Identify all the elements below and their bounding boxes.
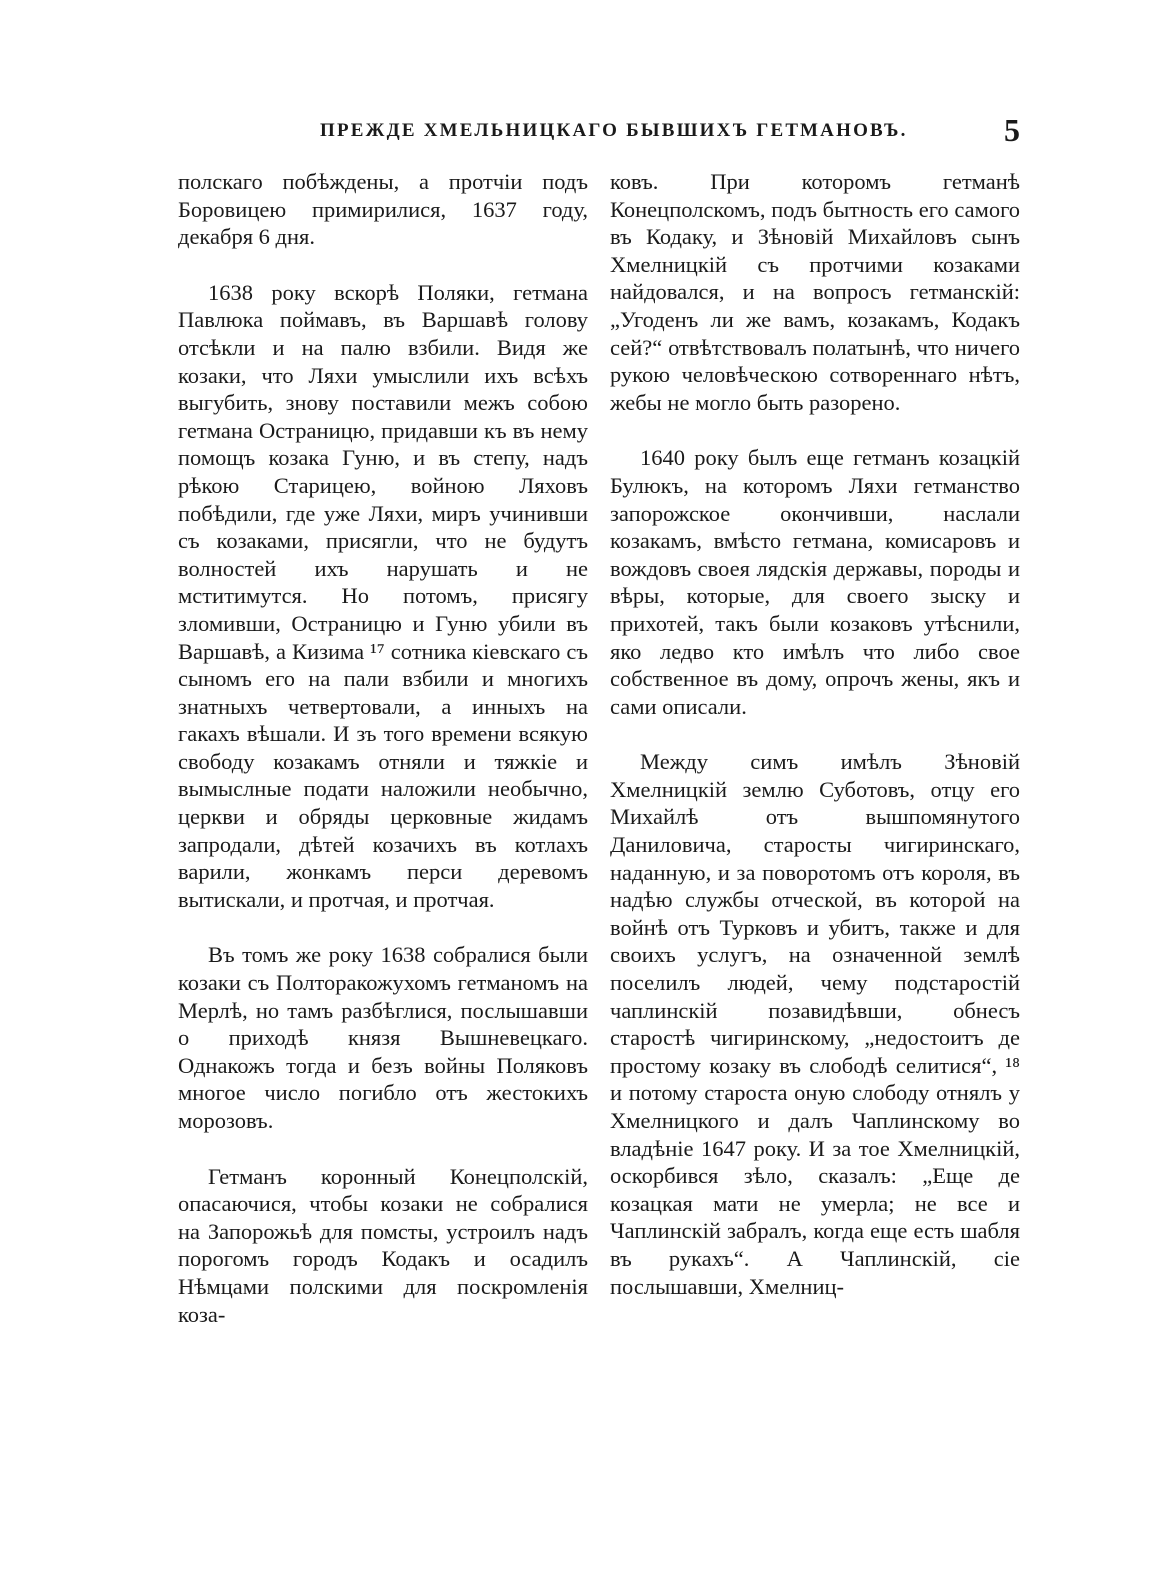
paragraph-right-3: Между симъ имѣлъ Зѣновій Хмелницкій землю Суботовъ, отцу его Михайлѣ отъ вышпомянутого Даниловича, старосты чигиринскаго, наданную, и за поворотомъ отъ короля, въ надѣю службы отческой, въ которой на войнѣ отъ Турковъ и убитъ, также и для своихъ услугъ, на означенной землѣ поселилъ людей, чему подстаростій чаплинскій позавидѣвши, обнесъ старостѣ чигиринскому, „недостоитъ де простому козаку въ слободѣ селитися“, ¹⁸ и потому староста оную слободу отнялъ у Хмелницкого и далъ Чаплинскому во владѣніе 1647 року. И за тое Хмелницкій, оскорбився зѣло, сказалъ: „Еще де козацкая мати не умерла; не все и Чаплинскій забралъ, когда еще есть шабля въ рукахъ“. А Чаплинскій, сіе послышавши, Хмелниц- [610, 749, 1020, 1299]
paragraph-left-4: Гетманъ коронный Конецполскій, опасаючися, чтобы козаки не собралися на Запорожьѣ для помсты, устроилъ надъ порогомъ городъ Кодакъ и осадилъ Нѣмцами полскими для поскромленія коза- [178, 1163, 588, 1327]
right-column [610, 168, 1020, 1498]
page-header [320, 112, 1020, 152]
running-title: ПРЕЖДЕ ХМЕЛЬНИЦКАГО БЫВШИХЪ ГЕТМАНОВЪ. [320, 120, 908, 141]
paragraph-left-1: полскаго побѣждены, а протчіи подъ Боровицею примирилися, 1637 году, декабря 6 дня. [178, 169, 588, 250]
left-column [178, 168, 588, 1498]
paragraph-left-3: Въ томъ же року 1638 собралися были козаки съ Полторакожухомъ гетманомъ на Мерлѣ, но тамъ разбѣглися, послышавши о приходѣ князя Вышневецкаго. Однакожъ тогда и безъ войны Поляковъ многое число погибло отъ жестокихъ морозовъ. [178, 942, 588, 1133]
page-number: 5 [1004, 112, 1020, 148]
paragraph-left-2: 1638 року вскорѣ Поляки, гетмана Павлюка поймавъ, въ Варшавѣ голову отсѣкли и на палю взбили. Видя же козаки, что Ляхи умыслили ихъ всѣхъ выгубить, знову поставили межъ собою гетмана Остраницю, придавши къ въ нему помощъ козака Гуню, и въ степу, надъ рѣкою Старицею, войною Ляховъ побѣдили, где уже Ляхи, миръ учинивши съ козаками, присягли, что не будутъ волностей ихъ нарушать и не мститимутся. Но потомъ, присягу зломивши, Остраницю и Гуню убили въ Варшавѣ, а Кизима ¹⁷ сотника кіевскаго съ сыномъ его на пали взбили и многихъ знатныхъ четвертовали, а инныхъ на гакахъ вѣшали. И зъ того времени всякую свободу козакамъ отняли и тяжкіе и вымыслные подати наложили необычно, церкви и обряды церковные жидамъ запродали, дѣтей козачихъ въ котлахъ варили, жонкамъ перси деревомъ вытискали, и протчая, и протчая. [178, 279, 588, 912]
paragraph-right-1: ковъ. При которомъ гетманѣ Конецполскомъ, подъ бытность его самого въ Кодаку, и Зѣновій Михайловъ сынъ Хмелницкій съ протчими козаками найдовался, и на вопросъ гетманскій: „Угоденъ ли же вамъ, козакамъ, Кодакъ сей?“ отвѣтствовалъ полатынѣ, что ничего рукою человѣческою сотвореннаго нѣтъ, жебы не могло быть разорено. [610, 169, 1020, 415]
paragraph-right-2: 1640 року былъ еще гетманъ козацкій Булюкъ, на которомъ Ляхи гетманство запорожское окончивши, наслали козакамъ, вмѣсто гетмана, комисаровъ и вождовъ своея лядскія державы, породы и вѣры, которые, для своего зыску и прихотей, такъ были козаковъ утѣснили, яко ледво кто имѣлъ что либо свое собственное въ дому, опрочъ жены, якъ и сами описали. [610, 445, 1020, 719]
